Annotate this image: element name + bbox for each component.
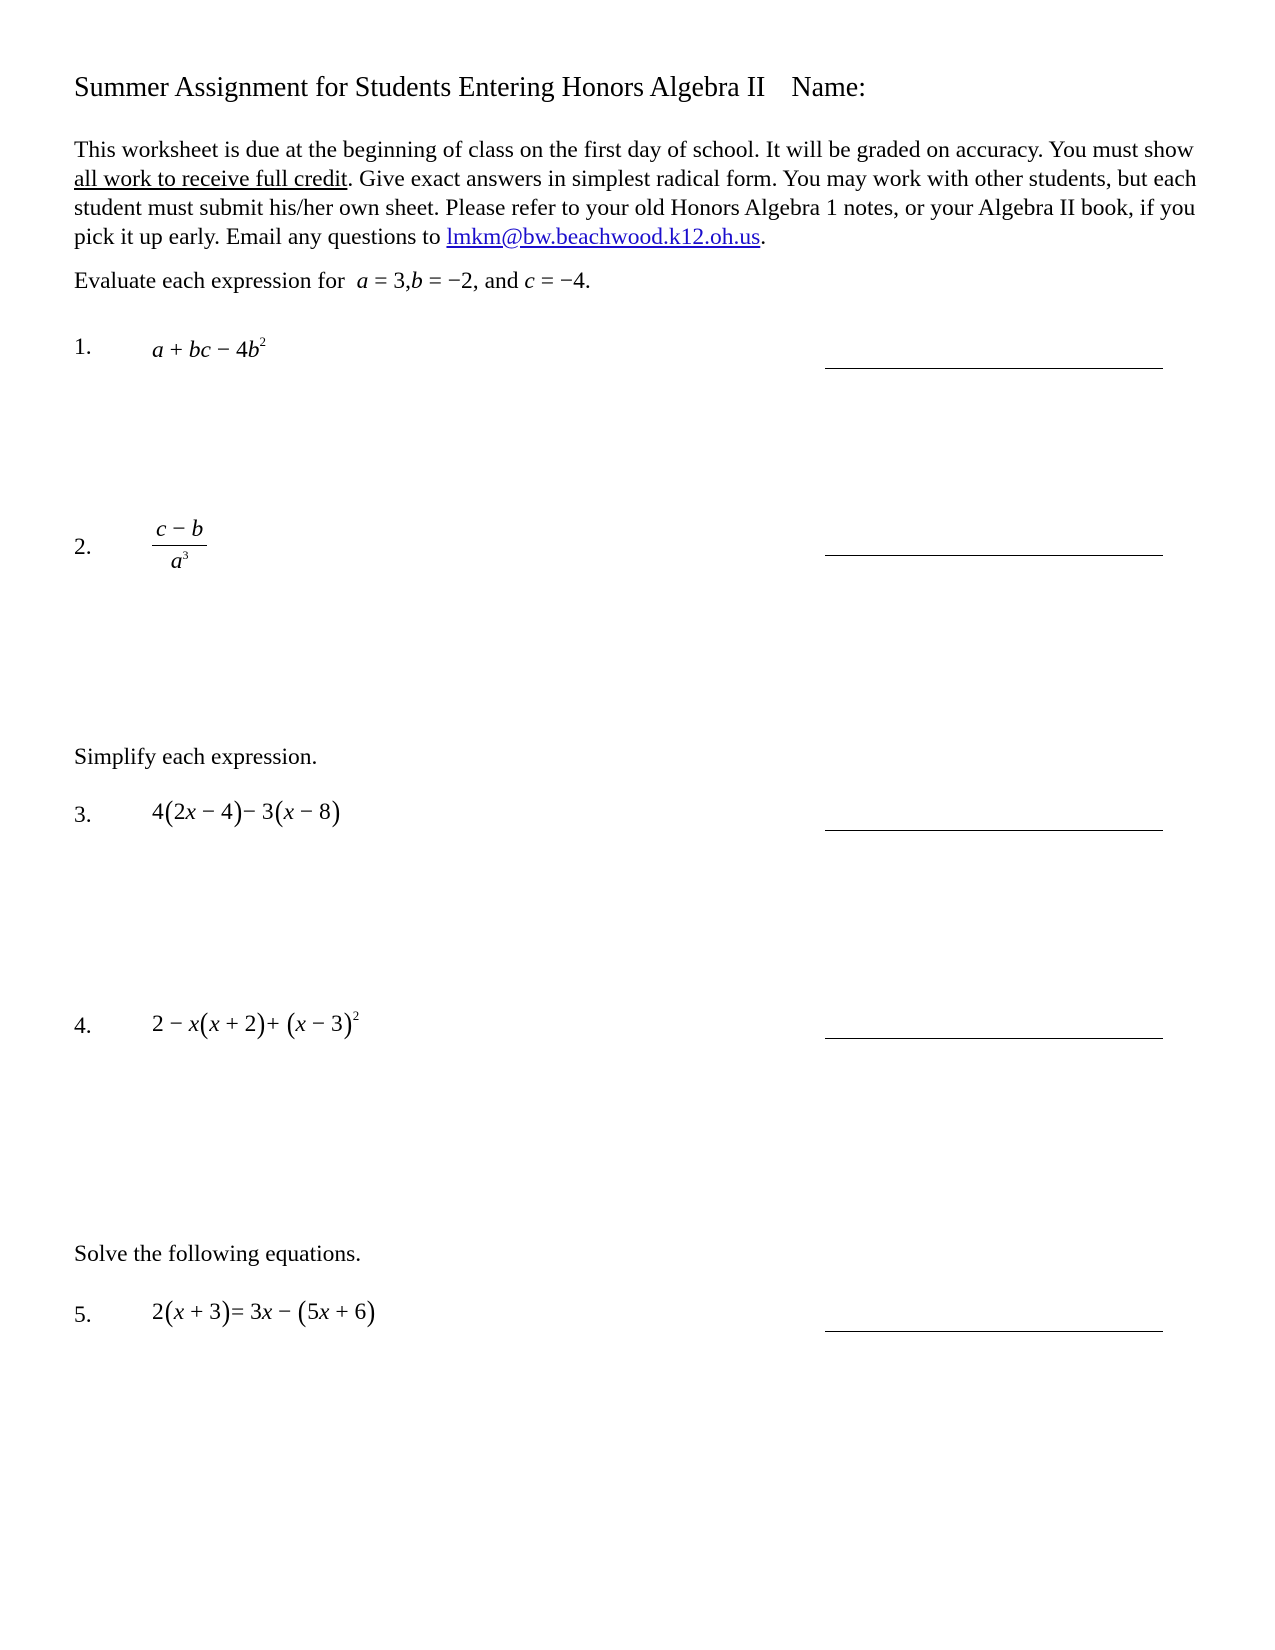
problem-5-number: 5. <box>74 1302 92 1328</box>
p3-lparen-1: ( <box>164 795 173 828</box>
p1-exponent: 2 <box>259 334 266 349</box>
p4-rparen-2: ) <box>343 1007 352 1040</box>
p4-exponent: 2 <box>352 1008 360 1023</box>
p3-x-1: x <box>185 799 196 825</box>
problem-4-number: 4. <box>74 1013 92 1039</box>
p5-lparen-1: ( <box>164 1295 173 1328</box>
p5-term-1: 2 <box>152 1299 164 1325</box>
answer-line-4[interactable] <box>825 1038 1163 1039</box>
p2-c: c <box>156 516 167 542</box>
evaluate-prefix: Evaluate each expression for <box>74 268 345 294</box>
answer-line-2[interactable] <box>825 555 1163 556</box>
p2-fraction <box>152 516 207 575</box>
intro-text-2: . Give exact answers in simplest radical form. You may work with other students, but each student must submit his/her own sheet. Please refer to your old Honors Algebra 1 notes, or your Algebra II book, if you pick it up early. Email any questions to <box>74 166 1197 250</box>
email-link[interactable]: lmkm@bw.beachwood.k12.oh.us <box>446 224 761 250</box>
p3-inner-1b: − 4 <box>195 799 233 825</box>
evaluate-instruction <box>74 268 591 295</box>
p3-x-2: x <box>283 799 295 825</box>
p4-x-1: x <box>188 1011 200 1037</box>
solve-instruction: Solve the following equations. <box>74 1241 362 1267</box>
p5-inner-1: + 3 <box>184 1299 221 1325</box>
p3-middle: − 3 <box>242 799 274 825</box>
p4-rparen-1: ) <box>257 1007 266 1040</box>
p1-bc: bc <box>188 337 211 363</box>
p2-exponent: 3 <box>182 548 189 562</box>
p5-equals: = 3 <box>230 1299 262 1325</box>
title-text: Summer Assignment for Students Entering Honors Algebra II <box>74 72 766 103</box>
p4-lparen-2: ( <box>286 1007 295 1040</box>
name-label: Name: <box>791 72 866 103</box>
problem-1-expression <box>152 334 266 364</box>
answer-line-1[interactable] <box>825 368 1163 369</box>
val-c: = −4 <box>534 268 585 294</box>
p4-inner-2: − 3 <box>305 1011 343 1037</box>
problem-3-expression <box>152 797 341 827</box>
evaluate-period: . <box>584 268 591 294</box>
and-word: and <box>484 268 519 294</box>
p1-minus: − 4 <box>210 337 248 363</box>
page-title <box>74 72 866 104</box>
p4-x-2: x <box>209 1011 220 1037</box>
p4-middle: + <box>266 1011 286 1037</box>
p4-inner-1: + 2 <box>219 1011 257 1037</box>
p4-term-1: 2 − <box>152 1011 189 1037</box>
answer-line-3[interactable] <box>825 830 1163 831</box>
problem-2-expression <box>152 516 207 575</box>
simplify-instruction: Simplify each expression. <box>74 744 318 770</box>
p4-lparen-1: ( <box>199 1007 209 1040</box>
intro-underlined-text: all work to receive full credit <box>74 166 348 192</box>
p3-rparen-1: ) <box>233 795 242 828</box>
p2-b: b <box>191 516 204 542</box>
p5-middle: − <box>272 1299 298 1325</box>
answer-line-5[interactable] <box>825 1331 1163 1332</box>
p3-term-1: 4 <box>152 799 164 825</box>
p5-x-3: x <box>319 1299 330 1325</box>
p5-lparen-2: ( <box>298 1295 307 1328</box>
var-c: c <box>524 268 535 294</box>
val-b: = −2, <box>422 268 479 294</box>
evaluate-values <box>357 268 591 294</box>
intro-text-1: This worksheet is due at the beginning of class on the first day of school. It will be graded on accuracy. You must show <box>74 137 1194 163</box>
problem-1-number: 1. <box>74 334 92 360</box>
p2-numerator <box>152 516 207 546</box>
problem-3-number: 3. <box>74 802 92 828</box>
p5-inner-2a: 5 <box>307 1299 320 1325</box>
val-a: = 3, <box>368 268 412 294</box>
p3-rparen-2: ) <box>331 795 341 828</box>
p2-a: a <box>170 548 183 574</box>
p1-plus: + <box>163 337 189 363</box>
p2-denominator <box>152 546 207 575</box>
p1-a: a <box>152 337 164 363</box>
problem-5-expression <box>152 1297 376 1327</box>
p1-b: b <box>247 337 260 363</box>
p3-lparen-2: ( <box>274 795 283 828</box>
instructions-paragraph <box>74 136 1204 252</box>
problem-4-expression <box>152 1008 359 1039</box>
p5-x-1: x <box>173 1299 185 1325</box>
p3-inner-1: 2 <box>173 799 186 825</box>
var-a: a <box>356 268 369 294</box>
p2-minus: − <box>166 516 192 542</box>
p5-rparen-1: ) <box>221 1295 231 1328</box>
var-b: b <box>411 268 423 294</box>
problem-2-number: 2. <box>74 534 92 560</box>
p5-x-2: x <box>261 1299 273 1325</box>
p5-rparen-2: ) <box>367 1295 376 1328</box>
p4-x-3: x <box>295 1011 306 1037</box>
intro-text-3: . <box>760 224 767 250</box>
p5-inner-2b: + 6 <box>329 1299 367 1325</box>
p3-inner-2: − 8 <box>294 799 331 825</box>
